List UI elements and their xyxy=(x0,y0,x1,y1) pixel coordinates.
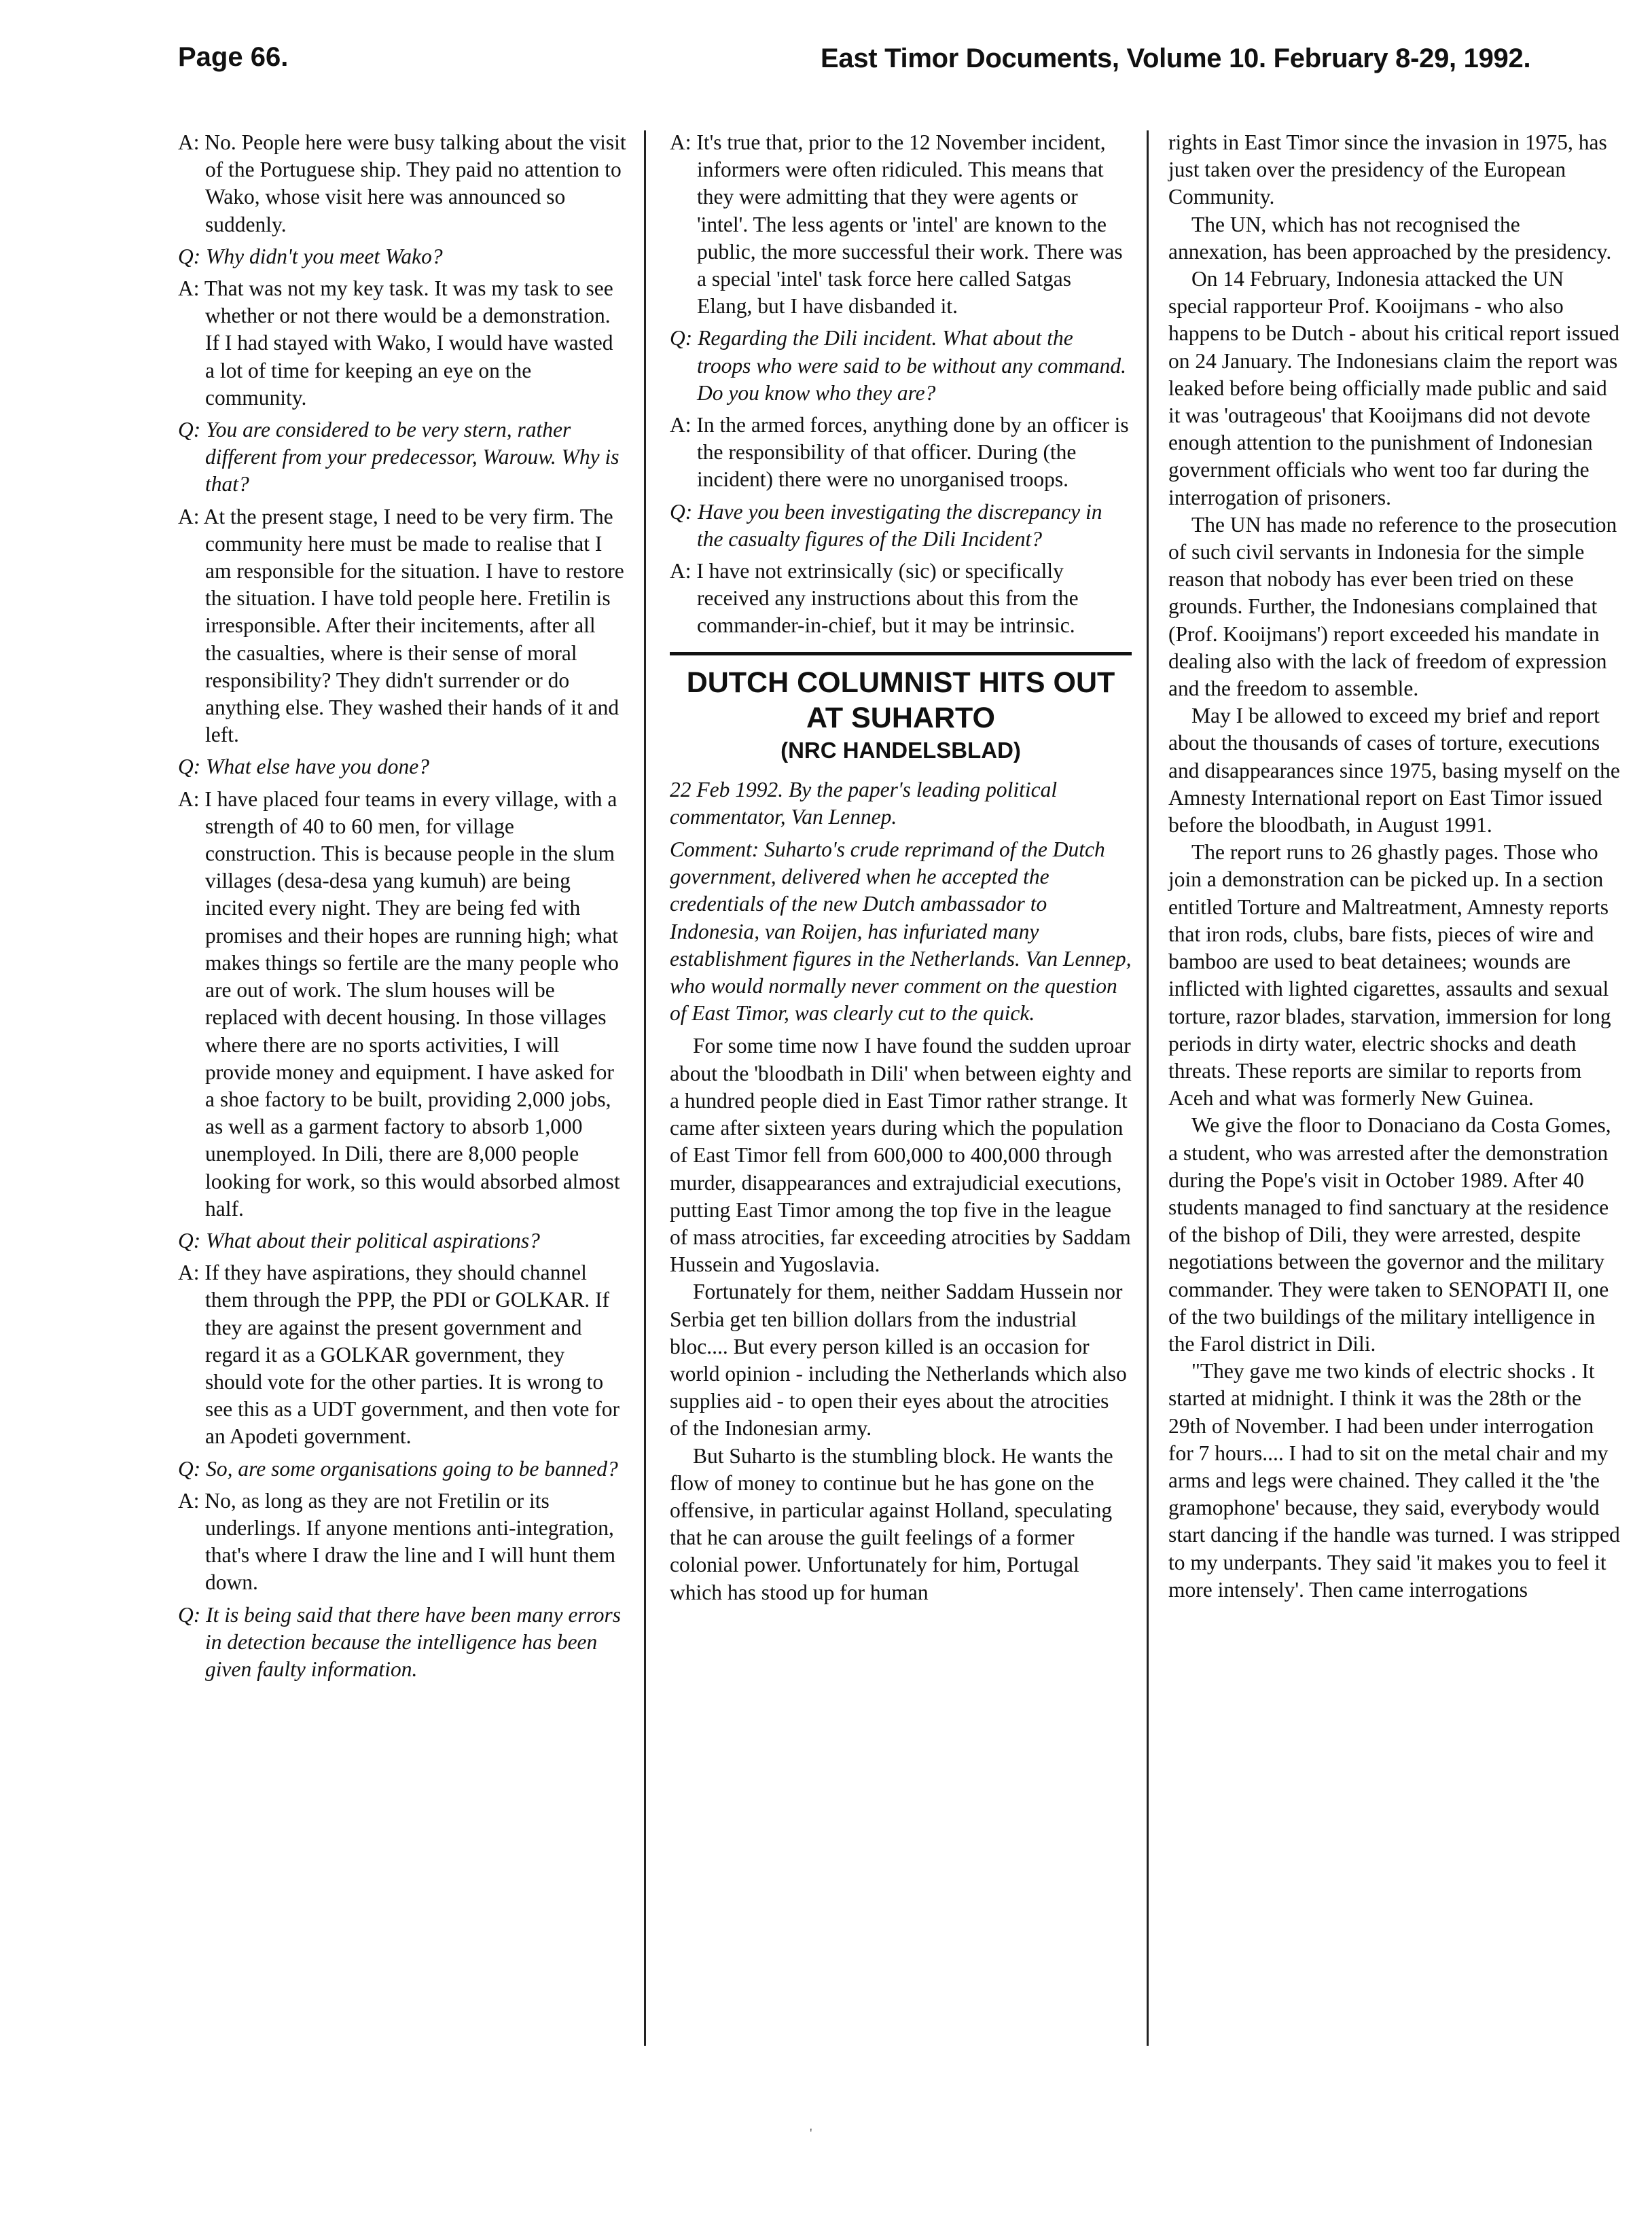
article-paragraph: But Suharto is the stumbling block. He wants the flow of money to continue but he has gone on the offensive, in particular against Holland, speculating that he can arouse the guilt feelings of a former colonial power. Unfortunately for him, Portugal which has stood up for human xyxy=(670,1443,1113,1604)
interview-question: Q: Regarding the Dili incident. What about the troops who were said to be without any command. Do you know who they are? xyxy=(670,326,1127,405)
interview-question: Q: Have you been investigating the discrepancy in the casualty figures of the Dili Incident? xyxy=(670,499,1102,551)
article-paragraph: The UN has made no reference to the prosecution of such civil servants in Indonesia for the simple reason that nobody has ever been tried on these grounds. Further, the Indonesians complained that (Prof. Kooijmans') report exceeded his mandate in dealing also with the lack of freedom of expression and the freedom to assemble. xyxy=(1168,512,1617,701)
column-1 xyxy=(178,129,626,1688)
interview-question: Q: So, are some organisations going to be banned? xyxy=(178,1456,618,1481)
article-paragraph: Fortunately for them, neither Saddam Hussein nor Serbia get ten billion dollars from the industrial bloc.... But every person killed is an occasion for world opinion - including the Netherlands which also supplies aid - to open their eyes about the atrocities of the Indonesian army. xyxy=(670,1280,1127,1441)
scan-mark: ' xyxy=(810,2126,812,2141)
article-paragraph: rights in East Timor since the invasion in 1975, has just taken over the presidency of the European Community. xyxy=(1168,130,1607,209)
article-paragraph: "They gave me two kinds of electric shocks . It started at midnight. I think it was the 28th or the 29th of November. I had been under interrogation for 7 hours.... I had to sit on the metal chair and my arms and legs were chained. They called it the 'the gramophone' because, they said, everybody would start dancing if the handle was turned. I was stripped to my underpants. They said 'it makes you to feel it more intensely'. Then came interrogations xyxy=(1168,1359,1620,1602)
interview-question: Q: It is being said that there have been many errors in detection because the intelligence has been given faulty information. xyxy=(178,1602,622,1681)
interview-question: Q: Why didn't you meet Wako? xyxy=(178,244,443,268)
article-paragraph: For some time now I have found the sudden uproar about the 'bloodbath in Dili' when between eighty and a hundred people died in East Timor rather strange. It came after sixteen years during which the population of East Timor fell from 600,000 to 400,000 through murder, disappearances and extrajudicial executions, putting East Timor among the top five in the league of mass atrocities, far exceeding atrocities by Saddam Hussein and Yugoslavia. xyxy=(670,1034,1132,1277)
editor-comment: Comment: Suharto's crude reprimand of the Dutch government, delivered when he accepted the credentials of the new Dutch ambassador to Indonesia, van Roijen, has infuriated many establishment figures in the Netherlands. Van Lennep, who would normally never comment on the question of East Timor, was clearly cut to the quick. xyxy=(670,837,1132,1026)
interview-answer: A: If they have aspirations, they should channel them through the PPP, the PDI or GOLKAR. If they are against the present government and regard it as a GOLKAR government, they should vote for the other parties. It is wrong to see this as a UDT government, and then vote for an Apodeti government. xyxy=(178,1261,620,1449)
interview-answer: A: I have placed four teams in every village, with a strength of 40 to 60 men, for village construction. This is because people in the slum villages (desa-desa yang kumuh) are being incited every night. They are being fed with promises and their hopes are running high; what makes things so fertile are the many people who are out of work. The slum houses will be replaced with decent housing. In those villages where there are no sports activities, I will provide money and equipment. I have asked for a shoe factory to be built, providing 2,000 jobs, as well as a garment factory to absorb 1,000 unemployed. In Dili, there are 8,000 people looking for work, so this would absorbed almost half. xyxy=(178,787,620,1221)
article-paragraph: We give the floor to Donaciano da Costa Gomes, a student, who was arrested after the demonstration during the Pope's visit in October 1989. After 40 students managed to find sanctuary at the residence of the bishop of Dili, they were arrested, despite negotiations between the governor and the military commander. They were taken to SENOPATI II, one of the two buildings of the military intelligence in the Farol district in Dili. xyxy=(1168,1113,1611,1356)
publication-title: East Timor Documents, Volume 10. February 8-29, 1992. xyxy=(821,43,1531,73)
interview-answer: A: At the present stage, I need to be very firm. The community here must be made to realise that I am responsible for the situation. I have to restore the situation. I have told people here. Fretilin is irresponsible. After their incitements, after all the casualties, where is their sense of moral responsibility? They didn't surrender or do anything else. They washed their hands of it and left. xyxy=(178,504,624,747)
article-paragraph: On 14 February, Indonesia attacked the UN special rapporteur Prof. Kooijmans - who also happens to be Dutch - about his critical report issued on 24 January. The Indonesians claim the report was leaked before being officially made public and said it was 'outrageous' that Kooijmans did not devote enough attention to the punishment of Indonesian government officials who went too far during the interrogation of prisoners. xyxy=(1168,267,1619,509)
interview-question: Q: You are considered to be very stern, rather different from your predecessor, Warouw. Why is that? xyxy=(178,418,620,496)
article-paragraph: The report runs to 26 ghastly pages. Those who join a demonstration can be picked up. In a section entitled Torture and Maltreatment, Amnesty reports that iron rods, clubs, bare fists, pieces of wire and bamboo are used to beat detainees; wounds are inflicted with lighted cigarettes, assaults and sexual torture, razor blades, starvation, immersion for long periods in dirty water, electric shocks and death threats. These reports are similar to reports from Aceh and what was formerly New Guinea. xyxy=(1168,840,1611,1110)
interview-answer: A: I have not extrinsically (sic) or specifically received any instructions about this from the commander-in-chief, but it may be intrinsic. xyxy=(670,559,1079,638)
column-2 xyxy=(670,129,1132,1606)
article-paragraph: May I be allowed to exceed my brief and report about the thousands of cases of torture, executions and disappearances since 1975, basing myself on the Amnesty International report on East Timor issued before the bloodbath, in August 1991. xyxy=(1168,704,1620,837)
page-number: Page 66. xyxy=(178,42,289,72)
column-divider-2 xyxy=(1147,130,1149,2046)
article-headline: DUTCH COLUMNIST HITS OUT AT SUHARTO xyxy=(686,666,1115,734)
interview-answer: A: It's true that, prior to the 12 November incident, informers were often ridiculed. This means that they were admitting that they were agents or 'intel'. The less agents or 'intel' are known to the public, the more successful their work. There was a special 'intel' task force here called Satgas Elang, but I have disbanded it. xyxy=(670,130,1123,319)
interview-question: Q: What else have you done? xyxy=(178,755,430,779)
interview-answer: A: That was not my key task. It was my task to see whether or not there would be a demonstration. If I had stayed with Wako, I would have wasted a lot of time for keeping an eye on the community. xyxy=(178,276,613,410)
article-separator xyxy=(670,652,1132,655)
column-3 xyxy=(1168,129,1623,1604)
column-divider-1 xyxy=(644,130,646,2046)
article-paragraph: The UN, which has not recognised the annexation, has been approached by the presidency. xyxy=(1168,212,1612,264)
interview-answer: A: No, as long as they are not Fretilin or its underlings. If anyone mentions anti-integration, that's where I draw the line and I will hunt them down. xyxy=(178,1488,616,1595)
interview-answer: A: In the armed forces, anything done by an officer is the responsibility of that officer. During (the incident) there were no unorganised troops. xyxy=(670,413,1129,492)
interview-question: Q: What about their political aspirations? xyxy=(178,1228,540,1252)
article-source: (NRC HANDELSBLAD) xyxy=(780,737,1021,763)
article-byline: 22 Feb 1992. By the paper's leading political commentator, Van Lennep. xyxy=(670,777,1058,829)
interview-answer: A: No. People here were busy talking about the visit of the Portuguese ship. They paid no attention to Wako, whose visit here was announced so suddenly. xyxy=(178,130,626,236)
